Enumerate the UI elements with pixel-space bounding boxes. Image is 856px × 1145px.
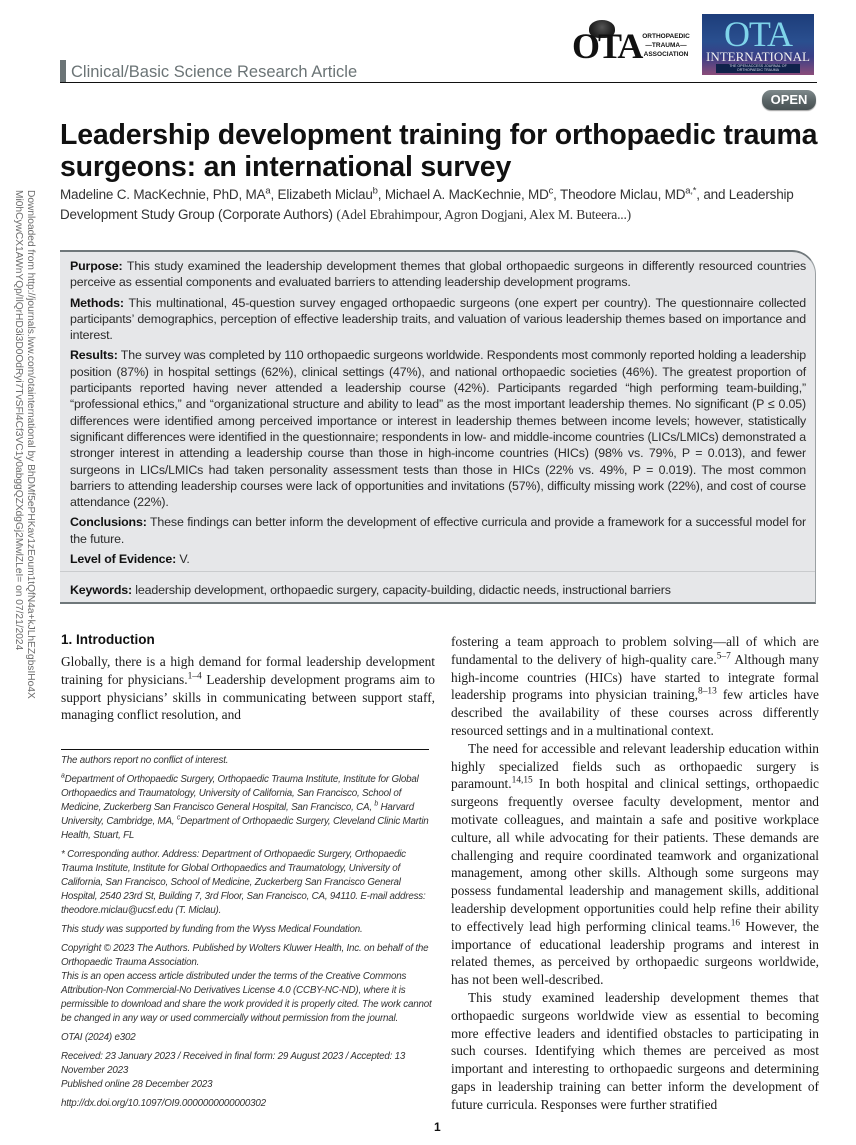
license-statement: This is an open access article distributed under the terms of the Creative Commons Attribution-Non Commercial-No Derivatives License 4.0 (CCBY-NC-ND), where it is permissible to download and share the work provided it is properly cited. The work cannot be changed in any way or used commercially without permission from the journal. — [61, 971, 432, 1024]
abstract-text: These findings can better inform the development of effective curricula and provide a framework for a successful model for the future. — [70, 515, 806, 546]
corresponding-author: * Corresponding author. Address: Department of Orthopaedic Surgery, Orthopaedic Trauma Institute, Institute for Global Orthopaedics and Traumatology, University of California, San Francisco, School of Medicine, Zuckerberg San Francisco General Hospital, 2540 23rd St, Building 7, 3rd Floor, San Francisco, CA, 94110. E-mail address: theodore.miclau@ucsf.edu (T. Miclau). — [61, 849, 426, 916]
author-name: , and Leadership Development Study Group (Corporate Authors) — [60, 187, 794, 222]
journal-cover-image — [702, 14, 814, 75]
author-name: , Michael A. MacKechnie, MD — [377, 187, 549, 202]
abstract-text: The survey was completed by 110 orthopaedic surgeons worldwide. Respondents most commonly reported holding a leadership position (87%) in hospital settings (62%), clinical settings (47%), and national orthopaedic societies (46%). The greatest proportion of participants reported having never attended a leadership course (42%). Participants regarded “high performing team-building,” “professional ethics,” and “organizational structure and ability to lead” as the most important leadership themes. No significant (P ≤ 0.05) differences were identified among perceived importance or interest in leadership themes between income levels; however, statistically significant differences were identified in the questionnaire; respondents in low- and middle-income countries (LICs/LMICs) demonstrated a stronger interest in attending a leadership course than those in high-income countries (HICs) (98% vs. 79%, P = 0.013), and fewer surgeons in LICs/LMICs had taken personality assessment tests than those in HICs (22% vs. 49%, P = 0.019). The most common barriers to attending leadership courses were lack of opportunities and invitations (57%), difficulty missing work (22%), and cost of course attendance (22%). — [70, 348, 806, 510]
right-column — [451, 633, 819, 1114]
body-text-run: Leadership development programs aim to support physicians’ skills in communicating between support staff, managing conflict resolution, and — [61, 671, 435, 723]
ota-logo-line: —TRAUMA— — [645, 42, 687, 49]
affiliation-marker: a — [61, 772, 65, 780]
abstract-text: V. — [176, 552, 190, 567]
journal-cover-subtitle: INTERNATIONAL — [706, 49, 810, 64]
ota-logo-line: ORTHOPAEDIC — [642, 33, 690, 40]
page-number: 1 — [434, 1120, 441, 1134]
keywords-divider — [60, 571, 815, 572]
body-text-run: few articles have described the availability of these courses across differently resourced settings and in a multinational context. — [451, 687, 819, 738]
affiliation-marker: c — [548, 185, 554, 197]
abstract-keywords — [70, 582, 806, 598]
affiliation-text: Department of Orthopaedic Surgery, Orthopaedic Trauma Institute, Institute for Global Orthopaedics and Traumatology, University of California, San Francisco, School of Medicine, Zuckerberg San Francisco General Hospital, San Francisco, CA, — [61, 774, 419, 813]
left-column — [61, 631, 435, 724]
open-access-badge: OPEN — [762, 90, 816, 110]
citation-link[interactable]: 5–7 — [716, 651, 731, 662]
citation-link[interactable]: 1–4 — [187, 671, 202, 682]
funding-statement: This study was supported by funding from the Wyss Medical Foundation. — [61, 924, 363, 935]
affiliation-marker: b — [374, 800, 379, 808]
copyright-statement: Copyright © 2023 The Authors. Published by Wolters Kluwer Health, Inc. on behalf of the Orthopaedic Trauma Association. — [61, 943, 429, 968]
abstract-level-of-evidence — [70, 551, 806, 567]
section-heading-introduction: 1. Introduction — [61, 632, 155, 647]
abstract-box — [60, 250, 816, 604]
header-divider — [60, 82, 817, 83]
affiliation-marker: a — [265, 185, 271, 197]
body-paragraph — [61, 653, 435, 724]
conflict-statement: The authors report no conflict of interest. — [61, 755, 229, 766]
author-name: Madeline C. MacKechnie, PhD, MA — [60, 187, 266, 202]
article-type-label: Clinical/Basic Science Research Article — [60, 60, 357, 82]
abstract-purpose — [70, 258, 806, 291]
abstract-text: This study examined the leadership development themes that global orthopaedic surgeons in differently resourced countries perceive as essential components and evaluated barriers to attending leadership development programs. — [70, 259, 806, 290]
affiliation-marker: c — [176, 814, 181, 822]
abstract-label: Conclusions: — [70, 515, 147, 530]
journal-cover-tagline: THE OPEN ACCESS JOURNAL OF ORTHOPAEDIC TRAUMA — [716, 64, 800, 73]
watermark-line-2: Mi0hCywCX1AWnYQp/IlQrHD3i3D0OdRyi7TvSFl4Cf3VC1y0abggQZXdgGj2MwlZLeI= on 07/21/2024 — [13, 190, 24, 651]
body-text-run: However, the importance of educational leadership programs and interest in related themes, as perceived by orthopaedic surgeons worldwide, has not been well-described. — [451, 918, 819, 988]
article-title: Leadership development training for orthopaedic trauma surgeons: an international survey — [60, 119, 818, 183]
footnotes — [61, 749, 435, 1116]
citation-link[interactable]: 8–13 — [698, 686, 717, 697]
affiliations — [61, 773, 435, 843]
author-list — [60, 185, 830, 225]
ota-logo-words — [638, 32, 694, 59]
body-paragraph — [451, 740, 819, 989]
abstract-methods — [70, 295, 806, 344]
footnote-divider — [61, 749, 429, 750]
affiliation-marker: b — [372, 185, 378, 197]
body-text-run: Although many high-income countries (HICs) have started to integrate formal leadership programs into physician training, — [451, 651, 819, 703]
abstract-label: Level of Evidence: — [70, 552, 177, 567]
author-name: , Elizabeth Miclau — [270, 187, 373, 202]
body-paragraph — [451, 633, 819, 740]
ota-logo-line: ASSOCIATION — [643, 51, 689, 58]
keywords-text: leadership development, orthopaedic surgery, capacity-building, didactic needs, instructional barriers — [132, 583, 671, 598]
body-text-run: Globally, there is a high demand for formal leadership development training for physicians. — [61, 654, 435, 687]
abstract-label: Purpose: — [70, 259, 123, 273]
ota-logo-letters: OTA — [572, 26, 642, 66]
journal-citation: OTAI (2024) e302 — [61, 1032, 136, 1043]
citation-link[interactable]: 14,15 — [511, 775, 533, 786]
watermark-line-1: Downloaded from http://journals.lww.com/otainternational by BhDMf5ePHKav1zEoum1tQfN4a+kJLhEZgbsIHo4X — [25, 190, 36, 699]
download-watermark — [6, 190, 40, 730]
ota-association-logo — [572, 22, 692, 64]
body-text-run: The need for accessible and relevant leadership education within highly specialized fields such as orthopaedic surgery is paramount. — [451, 740, 819, 792]
abstract-text: This multinational, 45-question survey engaged orthopaedic surgeons (one expert per country). The questionnaire collected participants’ demographics, perception of effective leadership traits, and valuation of various leadership themes based on importance and interest. — [70, 295, 806, 343]
citation-link[interactable]: 16 — [730, 918, 741, 929]
body-paragraph: This study examined leadership development themes that orthopaedic surgeons worldwide view as essential to becoming more effective leaders and identified obstacles to participating in such courses. Identifying which themes are perceived as most important and interesting to orthopaedic surgeons and determining gaps in leadership training can better inform the development of future curricula. Responses were further stratified — [451, 989, 819, 1112]
body-text-run: In both hospital and clinical settings, orthopaedic surgeons frequently oversee faculty development, mentor and motivate colleagues, and maintain a safe and positive workplace culture, all while advocating for their patients. These demands are challenging and require coordinated teamwork and organizational management, among other skills. Although some surgeons may possess fundamental leadership and management skills, additional leadership development opportunities could help refine their ability to effectively lead high performing clinical teams. — [451, 776, 819, 934]
abstract-label: Results: — [70, 348, 118, 363]
journal-cover-title: OTA — [723, 14, 793, 54]
affiliation-text: Harvard University, Cambridge, MA, — [61, 802, 414, 827]
received-dates: Received: 23 January 2023 / Received in final form: 29 August 2023 / Accepted: 13 November 2023 — [61, 1051, 406, 1076]
affiliation-text: Department of Orthopaedic Surgery, Cleveland Clinic Martin Health, Stuart, FL — [61, 816, 429, 841]
author-name: , Theodore Miclau, MD — [553, 187, 686, 202]
abstract-label: Methods: — [70, 295, 124, 310]
abstract-conclusions — [70, 514, 806, 547]
published-date: Published online 28 December 2023 — [61, 1079, 213, 1090]
doi-link[interactable]: http://dx.doi.org/10.1097/OI9.0000000000000302 — [61, 1098, 266, 1109]
study-group-members[interactable]: (Adel Ebrahimpour, Agron Dogjani, Alex M. Buteera...) — [336, 207, 631, 222]
body-text-run: fostering a team approach to problem solving—all of which are fundamental to the delivery of high-quality care. — [451, 634, 819, 667]
abstract-results — [70, 347, 806, 510]
affiliation-marker: a,* — [685, 185, 697, 197]
abstract-label: Keywords: — [70, 583, 132, 598]
